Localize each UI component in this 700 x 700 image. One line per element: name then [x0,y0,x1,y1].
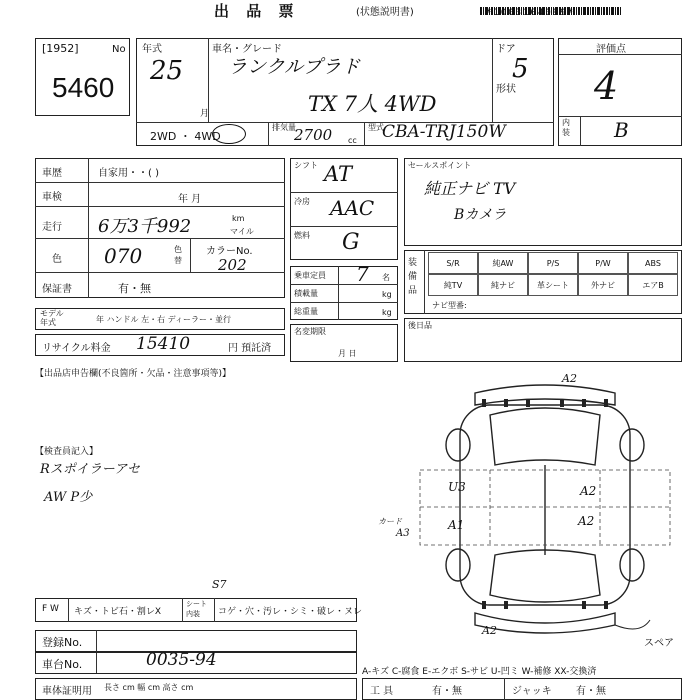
mileage-km: km [232,214,245,223]
model-year-label: モデル年式 [40,309,64,327]
displacement-value: 2700 [294,126,333,144]
mileage-value: 6万3千992 [98,216,192,237]
warranty-label: 保証書 [42,284,72,295]
color-no-label: カラーNo. [206,246,253,257]
model-year-text: 年 ハンドル 左・右 ディーラー・並行 [96,315,231,324]
warranty-value: 有・無 [118,282,151,295]
recycle-unit: 円 預託済 [228,343,272,354]
damage-card: カード [378,517,402,526]
tools-label: 工 具 [370,686,394,697]
inspector-label: 【検査員記入】 [35,447,99,457]
vehicle-cert-sub: 長さ cm 幅 cm 高さ cm [104,683,194,692]
gross-unit: kg [382,308,392,317]
mileage-label: 走行 [42,222,62,233]
lot-number: 5460 [52,72,115,103]
damage-a3-left: A3 [396,528,410,539]
type-label: 型式 [368,123,384,132]
shape-label: 形状 [496,84,516,95]
equipment-item: S/R [428,252,478,274]
registration-box [35,630,357,652]
sales-line1: 純正ナビ TV [424,179,516,198]
equipment-item: 純AW [478,252,528,274]
equipment-item: 革シート [528,274,578,296]
equipment-item: 純TV [428,274,478,296]
score-value: 4 [594,64,619,108]
recycle-value: 15410 [136,334,191,354]
shift-label: シフト [294,161,318,170]
inspection-value: 年 月 [178,194,202,205]
shift-value: AT [324,162,353,186]
lot-no-label: No [112,44,126,55]
mileage-mile: マイル [230,227,254,236]
jack-label: ジャッキ [512,686,552,697]
sales-box [404,158,682,246]
damage-legend: A-キズ C-腐食 E-エクボ S-サビ U-凹ミ W-補修 XX-交換済 [362,667,597,677]
lot-code: [1952] [42,42,79,55]
history-value: 自家用・・( ) [98,168,159,179]
page-subtitle: (状態説明書) [356,7,414,18]
inspector-line1: Rスポイラーアセ [40,462,141,477]
barcode-text: *1003104099* [486,8,576,18]
registration-label: 登録No. [42,636,83,649]
later-label: 後日品 [408,321,432,330]
ac-label: 冷房 [294,197,310,206]
4wd-circle [212,124,246,144]
tools-value: 有・無 [432,686,462,697]
color-value: 070 [104,244,143,268]
damage-s7: S7 [212,578,227,591]
seat-damage-text: コゲ・穴・汚レ・シミ・破レ・ヌレ [218,607,363,617]
equipment-label: 装備品 [408,258,418,296]
color-mark: 色替 [174,245,182,265]
damage-a2-top: A2 [562,372,577,385]
equipment-item: ABS [628,252,678,274]
capacity-label: 乗車定員 [294,271,326,280]
car-diagram [400,375,690,645]
chassis-value: 0035-94 [146,650,217,670]
vehicle-cert-label: 車体証明用 [42,686,92,697]
history-label: 車歴 [42,168,62,179]
spare-label: スペア [644,638,674,649]
sales-label: セールスポイント [408,161,472,170]
model-grade: TX 7人 4WD [308,92,437,116]
gross-label: 総重量 [294,307,318,316]
load-label: 積載量 [294,289,318,298]
doors-label: ドア [496,44,516,55]
damage-a2-bottom: A2 [482,624,497,637]
owner-change-label: 名変期限 [294,327,326,336]
equipment-item: 純ナビ [478,274,528,296]
jack-value: 有・無 [576,686,606,697]
recycle-label: リサイクル料金 [42,343,111,354]
damage-u3: U3 [448,480,466,494]
ac-value: AAC [330,196,375,220]
damage-a2-rear: A2 [578,514,595,528]
capacity-unit: 名 [382,273,390,282]
fw-label: F W [42,604,59,614]
equipment-item: 外ナビ [578,274,628,296]
sales-line2: Bカメラ [454,207,507,223]
color-label: 色 [52,254,62,265]
page-title: 出 品 票 [214,2,300,20]
model-name: ランクルプラド [228,56,361,78]
doors-value: 5 [512,54,529,84]
fuel-label: 燃料 [294,231,310,240]
owner-change-text: 月 日 [338,349,357,358]
inspection-label: 車検 [42,192,62,203]
interior-value: B [614,118,629,142]
month-unit: 月 [200,109,210,119]
interior-label: 内装 [562,118,570,137]
barcode [480,0,680,8]
score-label: 評価点 [596,44,626,55]
type-value: CBA-TRJ150W [382,122,506,142]
navi-label: ナビ型番: [432,301,467,310]
declaration-label: 【出品店申告欄(不良箇所・欠品・注意事項等)】 [35,369,232,379]
equipment-item: エアB [628,274,678,296]
year-label: 年式 [142,44,162,55]
seat-label: シート内装 [186,600,207,618]
year-value: 25 [150,56,184,86]
displacement-label: 排気量 [272,123,296,132]
damage-a2-right: A2 [580,484,597,498]
inspector-line2: AW P少 [44,490,93,505]
load-unit: kg [382,290,392,299]
cc-unit: cc [348,136,357,145]
color-no-value: 202 [218,256,247,274]
model-label: 車名・グレード [212,44,282,55]
later-box [404,318,682,362]
fw-damage-text: キズ・トビ石・割レX [74,607,161,617]
equipment-item: P/W [578,252,628,274]
equipment-item: P/S [528,252,578,274]
chassis-label: 車台No. [42,658,83,671]
capacity-value: 7 [356,262,369,286]
fuel-value: G [342,230,360,255]
drive-type: 2WD ・ 4WD [150,130,221,143]
damage-a1: A1 [448,518,465,532]
